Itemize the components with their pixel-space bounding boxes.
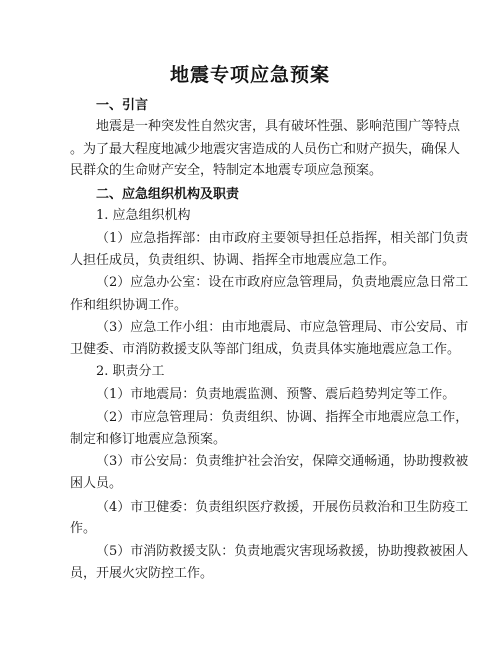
- document-title: 地震专项应急预案: [169, 64, 330, 86]
- paragraph-line: 。为了最大程度地减少地震灾害造成的人员伤亡和财产损失，确保人: [70, 142, 461, 157]
- paragraph-line: 民群众的生命财产安全，特制定本地震专项应急预案。: [70, 163, 383, 178]
- paragraph-line: 制定和修订地震应急预案。: [70, 432, 227, 447]
- paragraph-line: 作和组织协调工作。: [70, 298, 188, 313]
- paragraph-line: （4）市卫健委：负责组织医疗救援，开展伤员救治和卫生防疫工: [96, 500, 469, 515]
- paragraph-line: （1）市地震局：负责地震监测、预警、震后趋势判定等工作。: [96, 387, 456, 402]
- paragraph-line: （2）市应急管理局：负责组织、协调、指挥全市地震应急工作，: [96, 410, 469, 425]
- paragraph-line: （3）应急工作小组：由市地震局、市应急管理局、市公安局、市: [96, 320, 469, 335]
- paragraph-line: （2）应急办公室：设在市政府应急管理局，负责地震应急日常工: [96, 275, 469, 290]
- section-heading-organization: 二、应急组织机构及职责: [96, 187, 240, 202]
- subsection-heading-duties: 2. 职责分工: [96, 364, 165, 379]
- subsection-heading-organization: 1. 应急组织机构: [96, 208, 191, 223]
- paragraph-line: （1）应急指挥部：由市政府主要领导担任总指挥，相关部门负责: [96, 231, 469, 246]
- paragraph-line: 卫健委、市消防救援支队等部门组成，负责具体实施地震应急工作。: [70, 342, 461, 357]
- paragraph-line: 困人员。: [70, 476, 123, 491]
- paragraph-line: 人担任成员，负责组织、协调、指挥全市地震应急工作。: [70, 253, 396, 268]
- paragraph-line: （5）市消防救援支队：负责地震灾害现场救援，协助搜救被困人: [96, 544, 469, 559]
- paragraph-line: 作。: [70, 521, 97, 536]
- paragraph-line: 员，开展火灾防控工作。: [70, 566, 214, 581]
- paragraph-line: 地震是一种突发性自然灾害，具有破坏性强、影响范围广等特点: [96, 119, 461, 134]
- paragraph-line: （3）市公安局：负责维护社会治安，保障交通畅通，协助搜救被: [96, 454, 469, 469]
- section-heading-introduction: 一、引言: [96, 98, 149, 113]
